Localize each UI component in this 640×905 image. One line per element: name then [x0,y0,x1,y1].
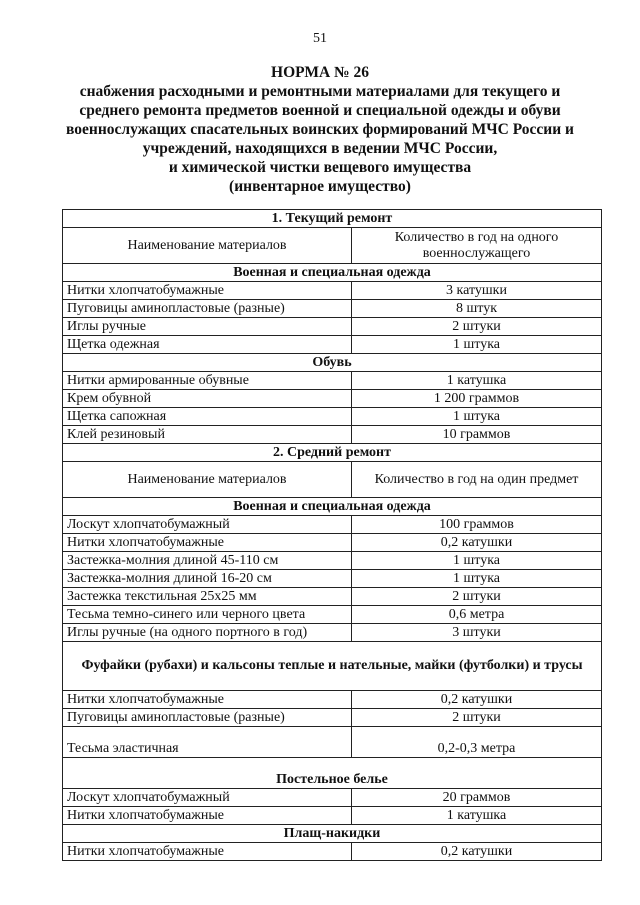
material-name: Нитки хлопчатобумажные [63,807,352,825]
title-line: учреждений, находящихся в ведении МЧС России, [142,140,498,157]
title-line: военнослужащих спасательных воинских формирований МЧС России и [66,121,574,138]
material-qty: 10 граммов [352,426,602,444]
section-row [63,354,602,372]
title-line: среднего ремонта предметов военной и специальной одежды и обуви [79,102,561,119]
document-title [0,63,640,196]
header-row [63,228,602,264]
material-qty: 1 штука [352,552,602,570]
group-title: Фуфайки (рубахи) и кальсоны теплые и нательные, майки (футболки) и трусы [63,642,602,691]
title-line: (инвентарное имущество) [229,178,411,195]
material-qty: 0,6 метра [352,606,602,624]
table-row [63,709,602,727]
material-name: Иглы ручные [63,318,352,336]
material-qty: 0,2-0,3 метра [352,727,602,758]
page-number: 51 [313,31,327,46]
material-name: Пуговицы аминопластовые (разные) [63,709,352,727]
table-row [63,534,602,552]
material-name: Застежка текстильная 25x25 мм [63,588,352,606]
material-qty: 100 граммов [352,516,602,534]
section-row [63,210,602,228]
material-name: Щетка сапожная [63,408,352,426]
material-name: Тесьма эластичная [63,727,352,758]
table-row [63,318,602,336]
material-name: Пуговицы аминопластовые (разные) [63,300,352,318]
section-row [63,642,602,691]
material-name: Нитки армированные обувные [63,372,352,390]
title-line: снабжения расходными и ремонтными материалами для текущего и [79,83,561,100]
table-row [63,426,602,444]
material-qty: 3 катушки [352,282,602,300]
table-row [63,606,602,624]
column-header-qty: Количество в год на один предмет [352,462,602,498]
title-heading: НОРМА № 26 [271,64,369,81]
group-title: Военная и специальная одежда [63,264,602,282]
group-title: Обувь [63,354,602,372]
column-header-name: Наименование материалов [63,462,352,498]
material-name: Застежка-молния длиной 16-20 см [63,570,352,588]
section-row [63,264,602,282]
table-row [63,624,602,642]
material-name: Застежка-молния длиной 45-110 см [63,552,352,570]
material-qty: 0,2 катушки [352,691,602,709]
material-qty: 1 катушка [352,372,602,390]
group-title: Постельное белье [63,758,602,789]
column-header-qty: Количество в год на одного военнослужащего [352,228,602,264]
material-qty: 3 штуки [352,624,602,642]
table-row [63,691,602,709]
group-title: Плащ-накидки [63,825,602,843]
norms-table [62,209,602,861]
table-row [63,408,602,426]
title-line: и химической чистки вещевого имущества [168,159,472,176]
table-row [63,336,602,354]
material-name: Крем обувной [63,390,352,408]
material-qty: 2 штуки [352,588,602,606]
material-qty: 1 штука [352,408,602,426]
material-qty: 2 штуки [352,709,602,727]
section-row [63,498,602,516]
material-qty: 8 штук [352,300,602,318]
table-row [63,727,602,758]
table-row [63,789,602,807]
material-name: Лоскут хлопчатобумажный [63,516,352,534]
table-row [63,552,602,570]
material-name: Иглы ручные (на одного портного в год) [63,624,352,642]
table-row [63,588,602,606]
section-row [63,758,602,789]
material-name: Нитки хлопчатобумажные [63,534,352,552]
table-row [63,390,602,408]
material-qty: 0,2 катушки [352,843,602,861]
material-qty: 20 граммов [352,789,602,807]
table-row [63,372,602,390]
table-row [63,570,602,588]
table-row [63,300,602,318]
part-title: 1. Текущий ремонт [63,210,602,228]
material-qty: 1 катушка [352,807,602,825]
material-name: Клей резиновый [63,426,352,444]
header-row [63,462,602,498]
table-row [63,807,602,825]
section-row [63,825,602,843]
material-qty: 1 200 граммов [352,390,602,408]
material-name: Нитки хлопчатобумажные [63,843,352,861]
section-row [63,444,602,462]
material-name: Нитки хлопчатобумажные [63,282,352,300]
table-row [63,282,602,300]
material-name: Щетка одежная [63,336,352,354]
table-row [63,516,602,534]
material-name: Тесьма темно-синего или черного цвета [63,606,352,624]
group-title: Военная и специальная одежда [63,498,602,516]
column-header-name: Наименование материалов [63,228,352,264]
material-qty: 1 штука [352,570,602,588]
part-title: 2. Средний ремонт [63,444,602,462]
table-row [63,843,602,861]
material-name: Нитки хлопчатобумажные [63,691,352,709]
material-qty: 0,2 катушки [352,534,602,552]
material-qty: 1 штука [352,336,602,354]
material-name: Лоскут хлопчатобумажный [63,789,352,807]
material-qty: 2 штуки [352,318,602,336]
